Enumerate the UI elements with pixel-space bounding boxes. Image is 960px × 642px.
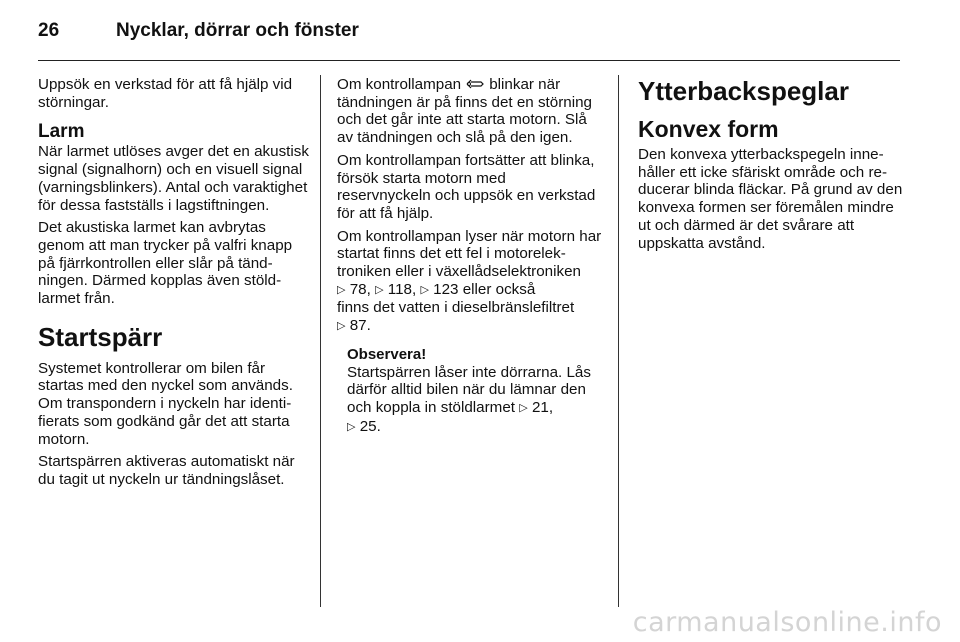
page-reference[interactable]: 21,: [531, 398, 554, 416]
page-reference[interactable]: 87.: [349, 317, 371, 335]
key-warning-lamp-icon: [465, 76, 489, 92]
page-reference-icon: ▷: [519, 401, 528, 414]
page-reference-icon: ▷: [420, 283, 429, 296]
page-reference[interactable]: 118,: [387, 280, 417, 298]
page-reference-icon: ▷: [375, 283, 384, 296]
note-text: Startspärren låser inte dörrarna. Lås därför alltid bilen när du lämnar den och koppla in stöldlarmet ▷ 21, ▷ 25.: [347, 363, 591, 435]
watermark[interactable]: carmanualsonline.info: [632, 607, 942, 638]
chapter-title: Nycklar, dörrar och fönster: [116, 20, 359, 41]
page-reference-icon: ▷: [337, 320, 346, 333]
note-title: Observera!: [347, 345, 427, 363]
lamp-paragraph-2: Om kontrollampan fortsätter att blinka, försök starta motorn med reservnyckeln och uppsök en verkstad för att få hjälp.: [337, 151, 596, 222]
intro-paragraph: Uppsök en verkstad för att få hjälp vid störningar.: [38, 76, 293, 111]
page-reference[interactable]: 25.: [359, 417, 381, 435]
section-heading-ytterbackspeglar: Ytterbackspeglar: [638, 76, 849, 106]
page-reference[interactable]: 78,: [349, 280, 371, 298]
lamp-paragraph-3: Om kontrollampan lyser när motorn har startat finns det ett fel i motorelektroniken eller i växellådselektroniken ▷ 78, ▷ 118, ▷ 123 eller också finns det vatten i dieselbränslefiltret ▷ 87.: [337, 227, 602, 335]
column-divider-1: [320, 75, 321, 607]
column-1: [38, 76, 310, 494]
lamp-paragraph-1: Om kontrollampan blinkar när tändningen är på finns det en störning och det går inte att starta motorn. Slå av tändningen och slå på den igen.: [337, 76, 592, 147]
page-reference[interactable]: 123 eller också: [433, 280, 536, 298]
note-box: [347, 346, 603, 437]
subheading-konvex-form: Konvex form: [638, 116, 779, 142]
section-heading-startsparr: Startspärr: [38, 321, 163, 352]
larm-paragraph-1: När larmet utlöses avger det en akustisk signal (signalhorn) och en visuell signal (varningsblinkers). Antal och varaktighet för dessa fastställs i lagstiftningen.: [38, 143, 309, 214]
page-header: [38, 20, 900, 46]
startsparr-paragraph-2: Startspärren aktiveras automatiskt när du tagit ut nyckeln ur tändningslåset.: [38, 453, 295, 488]
mirror-paragraph: Den konvexa ytterbackspegeln innehåller ett icke sfäriskt område och reducerar blinda fläckar. På grund av den konvexa formen ser föremålen mindre ut och därmed är det svårare att uppskatta avstånd.: [638, 146, 903, 252]
header-rule: [38, 60, 900, 61]
section-heading-larm: Larm: [38, 121, 85, 143]
startsparr-paragraph-1: Systemet kontrollerar om bilen får startas med den nyckel som används. Om transpondern i nyckeln har identifierats som godkänd går det att starta motorn.: [38, 359, 293, 448]
column-3: [638, 76, 904, 257]
page-reference-icon: ▷: [337, 283, 346, 296]
column-divider-2: [618, 75, 619, 607]
page-reference-icon: ▷: [347, 420, 356, 433]
column-2: [337, 76, 603, 436]
larm-paragraph-2: Det akustiska larmet kan avbrytas genom att man trycker på valfri knapp på fjärrkontrollen eller slår på tändningen. Därmed kopplas även stöldlarmet från.: [38, 219, 293, 308]
page-number: 26: [38, 20, 60, 41]
